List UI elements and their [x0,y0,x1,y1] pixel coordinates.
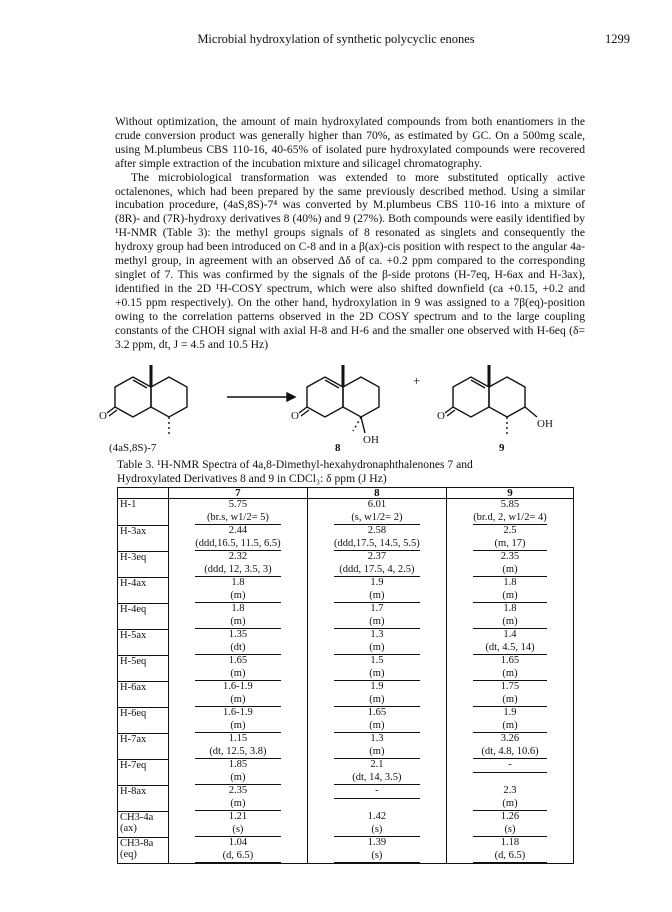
cell-8 [307,551,446,577]
shift-value: 2.58 [367,525,387,536]
oxygen-label-8: O [291,410,299,422]
body-text [115,115,585,351]
paragraph-2: The microbiological transformation was extended to more substituted optically active octalenones, which had been prepared by the same previously described method. Using a similar incubation procedure, (4aS,8S)-7⁴ was converted by M.plumbeus CBS 110-16 into a mixture of (8R)- and (7R)-hydroxy derivatives 8 (40%) and 9 (27%). Both compounds were easily identified by ¹H-NMR (Table 3): the methyl groups signals of 8 resonated as singlets and consequently the hydroxy group had been introduced on C-8 and in a β(ax)-cis position with respect to the angular 4a-methyl group, in agreement with an observed Δδ of ca. +0.2 ppm compared to the corresponding singlet of 7. This was confirmed by the signals of the β-side protons (H-7eq, H-6ax and H-3ax), identified in the 2D ¹H-COSY spectrum, which were also shifted downfield (ca +0.15, +0.2 and +0.15 ppm respectively). On the other hand, hydroxylation in 9 was assigned to a 7β(eq)-position owing to the correlation patterns observed in the 2D COSY spectrum and to the large coupling constants of the CHOH signal with axial H-8 and H-6 and the smaller one observed with H-6eq (δ= 3.2 ppm, dt, J = 4.5 and 10.5 Hz) [115,170,585,351]
nmr-table [117,487,574,864]
shift-value: 1.75 [500,681,520,692]
row-label: H-4ax [118,577,169,603]
multiplicity: (m) [195,668,281,682]
header-8: 8 [307,488,446,499]
cell-9 [446,785,573,811]
table-row [118,785,574,811]
shift-value: 1.18 [500,837,520,848]
multiplicity: (m) [195,590,281,604]
cell-7 [169,759,308,785]
cell-8 [307,577,446,603]
label-compound-7: (4aS,8S)-7 [109,442,157,454]
multiplicity: (m) [473,694,547,708]
cell-8 [307,499,446,526]
shift-value: 1.9 [370,681,384,692]
row-label: H-6eq [118,707,169,733]
multiplicity: (m) [195,616,281,630]
row-label: H-4eq [118,603,169,629]
table-row [118,577,574,603]
shift-value: 1.5 [370,655,384,666]
cell-7 [169,837,308,864]
table-row [118,525,574,551]
multiplicity: (d, 6.5) [473,850,547,864]
table-row [118,733,574,759]
caption-line-2: Hydroxylated Derivatives 8 and 9 in CDCl₃: δ ppm (J Hz) [117,472,387,485]
shift-value: 2.44 [228,525,248,536]
cell-8 [307,759,446,785]
row-label: CH3-8a (eq) [118,837,169,864]
shift-value: 1.3 [370,733,384,744]
multiplicity: (s, w1/2= 2) [334,512,420,526]
shift-value: 1.8 [231,577,245,588]
shift-value: - [375,785,379,796]
shift-value: 1.21 [228,811,248,822]
structure-8 [299,365,379,433]
shift-value: 1.6-1.9 [223,681,253,692]
oh-label-8: OH [363,434,379,446]
shift-value: 6.01 [367,499,387,510]
cell-8 [307,655,446,681]
cell-9 [446,811,573,837]
multiplicity: (m) [473,564,547,578]
shift-value: 1.42 [367,811,387,822]
multiplicity: (m) [473,668,547,682]
shift-value: 1.8 [231,603,245,614]
multiplicity: (m) [195,720,281,734]
table-row [118,707,574,733]
table-row [118,811,574,837]
row-label: H-7ax [118,733,169,759]
cell-7 [169,733,308,759]
cell-7 [169,603,308,629]
multiplicity: (ddd,16.5, 11.5, 6.5) [195,538,281,552]
shift-value: 1.8 [503,577,517,588]
running-title: Microbial hydroxylation of synthetic polycyclic enones [197,32,475,46]
oxygen-label-7: O [99,410,107,422]
multiplicity: (s) [334,824,420,838]
cell-8 [307,707,446,733]
multiplicity: (m) [334,746,420,760]
shift-value: 2.32 [228,551,248,562]
table-row [118,681,574,707]
label-compound-8: 8 [335,442,341,454]
shift-value: 1.6-1.9 [223,707,253,718]
shift-value: 1.3 [370,629,384,640]
cell-9 [446,551,573,577]
shift-value: 2.37 [367,551,387,562]
header-9: 9 [446,488,573,499]
shift-value: 1.35 [228,629,248,640]
running-header [0,32,672,52]
cell-9 [446,707,573,733]
cell-9 [446,525,573,551]
cell-8 [307,811,446,837]
cell-7 [169,577,308,603]
cell-8 [307,629,446,655]
row-label: H-5eq [118,655,169,681]
cell-7 [169,551,308,577]
multiplicity: (s) [473,824,547,838]
cell-7 [169,707,308,733]
multiplicity: (s) [195,824,281,838]
cell-9 [446,655,573,681]
cell-7 [169,681,308,707]
table-row [118,655,574,681]
multiplicity: (dt, 14, 3.5) [334,772,420,786]
shift-value: 1.65 [367,707,387,718]
shift-value: 1.04 [228,837,248,848]
multiplicity: (m) [334,616,420,630]
cell-9 [446,681,573,707]
header-7: 7 [169,488,308,499]
multiplicity: (dt, 4.5, 14) [473,642,547,656]
shift-value: 2.35 [228,785,248,796]
cell-8 [307,733,446,759]
shift-value: 1.8 [503,603,517,614]
shift-value: 1.65 [228,655,248,666]
multiplicity: (m, 17) [473,538,547,552]
shift-value: 2.1 [370,759,384,770]
multiplicity: (dt, 12.5, 3.8) [195,746,281,760]
row-label: H-1 [118,499,169,526]
cell-9 [446,629,573,655]
cell-9 [446,759,573,785]
reaction-scheme [95,355,565,455]
plus-sign: + [413,373,421,388]
multiplicity: (ddd, 17.5, 4, 2.5) [334,564,420,578]
shift-value: 1.85 [228,759,248,770]
table-row [118,759,574,785]
table-caption [117,458,577,486]
multiplicity: (m) [334,720,420,734]
multiplicity: (dt) [195,642,281,656]
cell-7 [169,629,308,655]
shift-value: 1.26 [500,811,520,822]
table-body [118,499,574,864]
shift-value: 2.3 [503,785,517,796]
oxygen-label-9: O [437,410,445,422]
cell-8 [307,525,446,551]
cell-9 [446,837,573,864]
shift-value: 1.4 [503,629,517,640]
table-row [118,629,574,655]
shift-value: 1.15 [228,733,248,744]
structure-7 [107,365,187,435]
shift-value: 3.26 [500,733,520,744]
cell-9 [446,499,573,526]
cell-8 [307,603,446,629]
row-label: H-7eq [118,759,169,785]
shift-value: - [508,759,512,770]
multiplicity [473,772,547,773]
multiplicity: (m) [473,720,547,734]
table-header-row [118,488,574,499]
cell-9 [446,603,573,629]
page-number: 1299 [605,32,630,46]
shift-value: 1.9 [503,707,517,718]
cell-7 [169,811,308,837]
cell-7 [169,525,308,551]
cell-9 [446,577,573,603]
multiplicity: (m) [195,772,281,786]
cell-7 [169,655,308,681]
multiplicity: (m) [334,642,420,656]
cell-8 [307,785,446,811]
cell-7 [169,499,308,526]
row-label: H-3eq [118,551,169,577]
multiplicity: (ddd, 12, 3.5, 3) [195,564,281,578]
multiplicity: (br.d, 2, w1/2= 4) [473,512,547,526]
multiplicity: (m) [334,668,420,682]
shift-value: 1.9 [370,577,384,588]
shift-value: 5.75 [228,499,248,510]
shift-value: 1.7 [370,603,384,614]
cell-7 [169,785,308,811]
multiplicity: (m) [334,694,420,708]
multiplicity: (dt, 4.8, 10.6) [473,746,547,760]
multiplicity: (m) [473,590,547,604]
row-label: H-3ax [118,525,169,551]
multiplicity: (ddd,17.5, 14.5, 5.5) [334,538,420,552]
multiplicity: (s) [334,850,420,864]
multiplicity: (m) [473,616,547,630]
cell-8 [307,837,446,864]
shift-value: 1.39 [367,837,387,848]
table-row [118,603,574,629]
cell-9 [446,733,573,759]
header-label [118,488,169,499]
multiplicity [334,798,420,799]
caption-line-1: Table 3. ¹H-NMR Spectra of 4a,8-Dimethyl-hexahydronaphthalenones 7 and [117,458,473,471]
table-row [118,499,574,526]
label-compound-9: 9 [499,442,505,454]
row-label: H-6ax [118,681,169,707]
multiplicity: (d, 6.5) [195,850,281,864]
row-label: H-5ax [118,629,169,655]
paragraph-1: Without optimization, the amount of main hydroxylated compounds from both enantiomers in the crude conversion product was generally higher than 70%, as estimated by GC. On a 500mg scale, using M.plumbeus CBS 110-16, 40-65% of isolated pure hydroxylated compounds were recovered after simple extraction of the incubation mixture and silicagel chromatography. [115,115,585,170]
row-label: CH3-4a (ax) [118,811,169,837]
multiplicity: (m) [473,798,547,812]
cell-8 [307,681,446,707]
multiplicity: (m) [334,590,420,604]
shift-value: 5.85 [500,499,520,510]
structure-9 [445,365,537,435]
shift-value: 2.35 [500,551,520,562]
multiplicity: (m) [195,798,281,812]
shift-value: 1.65 [500,655,520,666]
multiplicity: (br.s, w1/2= 5) [195,512,281,526]
shift-value: 2.5 [503,525,517,536]
row-label: H-8ax [118,785,169,811]
table-row [118,551,574,577]
oh-label-9: OH [537,418,553,430]
multiplicity: (m) [195,694,281,708]
table-row [118,837,574,864]
